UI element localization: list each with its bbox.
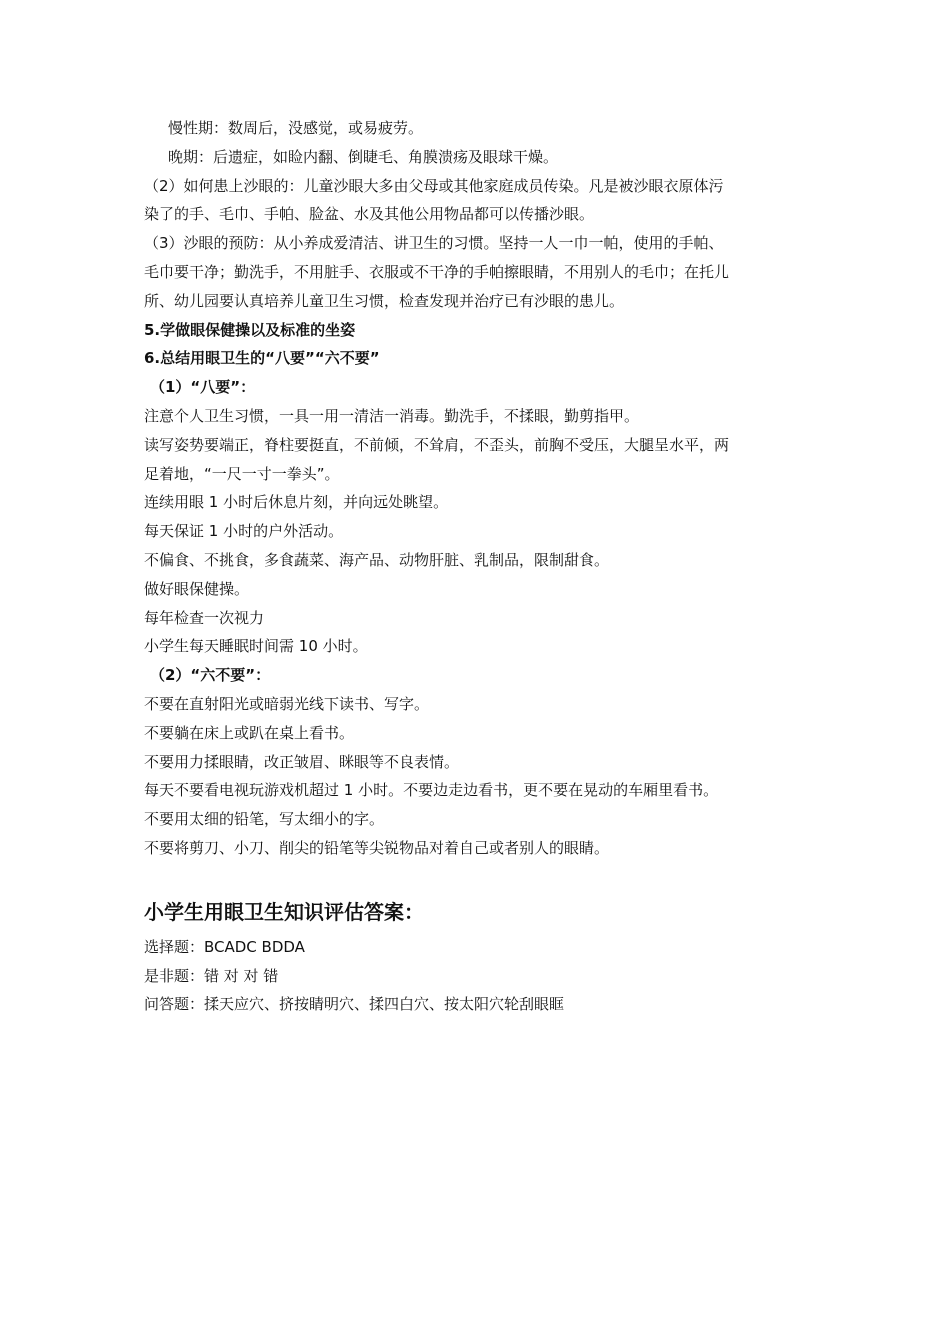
list-item: 不要将剪刀、小刀、削尖的铅笔等尖锐物品对着自己或者别人的眼睛。	[144, 838, 610, 857]
prevention-paragraph-line: 毛巾要干净；勤洗手，不用脏手、衣服或不干净的手帕擦眼睛，不用别人的毛巾；在托儿	[144, 262, 730, 281]
prevention-paragraph-line: （3）沙眼的预防：从小养成爱清洁、讲卫生的习惯。坚持一人一巾一帕，使用的手帕、	[144, 234, 724, 253]
list-item: 每天保证 1 小时的户外活动。	[144, 522, 344, 541]
list-item: 读写姿势要端正，脊柱要挺直，不前倾，不耸肩，不歪头，前胸不受压，大腿呈水平，两	[144, 435, 730, 454]
list-item: 做好眼保健操。	[144, 579, 250, 598]
short-answer-answers: 问答题：揉天应穴、挤按睛明穴、揉四白穴、按太阳穴轮刮眼眶	[144, 995, 565, 1014]
multiple-choice-answers: 选择题：BCADC BDDA	[144, 937, 305, 956]
infection-paragraph-line: （2）如何患上沙眼的：儿童沙眼大多由父母或其他家庭成员传染。凡是被沙眼衣原体污	[144, 176, 724, 195]
list-item: 不偏食、不挑食，多食蔬菜、海产品、动物肝脏、乳制品，限制甜食。	[144, 550, 610, 569]
list-item: 连续用眼 1 小时后休息片刻，并向远处眺望。	[144, 493, 449, 512]
list-item: 每天不要看电视玩游戏机超过 1 小时。不要边走边看书，更不要在晃动的车厢里看书。	[144, 781, 719, 800]
list-item: 不要用力揉眼睛，改正皱眉、眯眼等不良表情。	[144, 752, 460, 771]
infection-paragraph-line: 染了的手、毛巾、手帕、脸盆、水及其他公用物品都可以传播沙眼。	[144, 205, 595, 224]
list-item: 不要躺在床上或趴在桌上看书。	[144, 723, 355, 742]
chronic-stage-text: 慢性期：数周后，没感觉，或易疲劳。	[168, 119, 424, 137]
true-false-answers: 是非题：错 对 对 错	[144, 966, 279, 985]
answers-title: 小学生用眼卫生知识评估答案：	[144, 899, 424, 924]
six-donts-heading: （2）“六不要”：	[150, 666, 271, 685]
list-item: 足着地，“一尺一寸一拳头”。	[144, 464, 340, 483]
document-content	[144, 114, 810, 1019]
list-item: 注意个人卫生习惯，一具一用一清洁一消毒。勤洗手，不揉眼，勤剪指甲。	[144, 406, 640, 425]
list-item: 不要在直射阳光或暗弱光线下读书、写字。	[144, 694, 430, 713]
late-stage-text: 晚期：后遗症，如睑内翻、倒睫毛、角膜溃疡及眼球干燥。	[168, 147, 559, 166]
list-item: 小学生每天睡眠时间需 10 小时。	[144, 637, 368, 656]
section-6-title: 6.总结用眼卫生的“八要”“六不要”	[144, 349, 380, 368]
list-item: 不要用太细的铅笔，写太细小的字。	[144, 810, 385, 829]
prevention-paragraph-line: 所、幼儿园要认真培养儿童卫生习惯，检查发现并治疗已有沙眼的患儿。	[144, 291, 625, 310]
eight-dos-heading: （1）“八要”：	[150, 378, 256, 397]
list-item: 每年检查一次视力	[144, 608, 265, 627]
section-5-title: 5.学做眼保健操以及标准的坐姿	[144, 320, 356, 339]
